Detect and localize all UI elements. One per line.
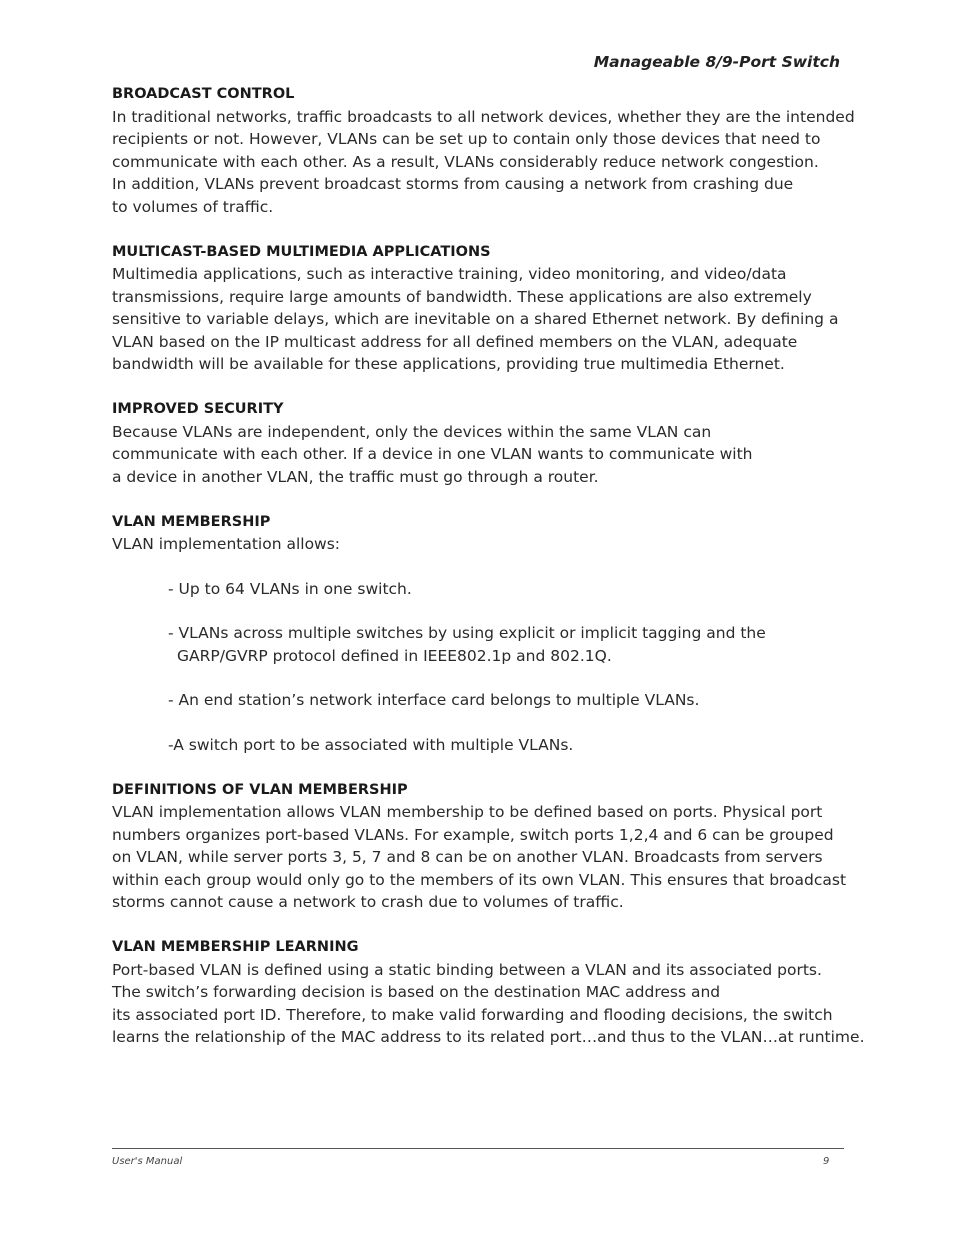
list-item-text: - Up to 64 VLANs in one switch. <box>168 579 412 598</box>
paragraph-line: sensitive to variable delays, which are inevitable on a shared Ethernet network. By defining a <box>112 310 839 328</box>
section-improved-security <box>112 398 872 488</box>
paragraph-line: VLAN based on the IP multicast address for all defined members on the VLAN, adequate <box>112 332 798 351</box>
section-vlan-membership <box>112 511 872 757</box>
section-vlan-membership-learning <box>112 936 872 1049</box>
paragraph-line: bandwidth will be available for these applications, providing true multimedia Ethernet. <box>112 355 785 373</box>
paragraph-line: numbers organizes port-based VLANs. For example, switch ports 1,2,4 and 6 can be grouped <box>112 825 834 844</box>
section-heading: BROADCAST CONTROL <box>112 86 295 102</box>
section-heading: IMPROVED SECURITY <box>112 401 284 417</box>
paragraph-line: VLAN implementation allows VLAN membership to be defined based on ports. Physical port <box>112 803 823 821</box>
paragraph-line: Because VLANs are independent, only the devices within the same VLAN can <box>112 422 712 441</box>
page-content <box>112 83 872 1071</box>
list-item <box>168 578 872 601</box>
paragraph-line: a device in another VLAN, the traffic must go through a router. <box>112 467 599 486</box>
paragraph-line: Multimedia applications, such as interactive training, video monitoring, and video/data <box>112 265 787 283</box>
paragraph-line: VLAN implementation allows: <box>112 535 341 553</box>
paragraph-line: The switch’s forwarding decision is based on the destination MAC address and <box>112 983 721 1001</box>
footer-divider <box>112 1148 844 1149</box>
section-definitions-vlan-membership <box>112 779 872 914</box>
list-item <box>168 689 872 712</box>
paragraph-line: to volumes of traffic. <box>112 197 274 216</box>
list-item-text: -A switch port to be associated with multiple VLANs. <box>168 735 574 754</box>
paragraph-line: within each group would only go to the members of its own VLAN. This ensures that broadcast <box>112 870 847 889</box>
section-broadcast-control <box>112 83 872 218</box>
paragraph-line: its associated port ID. Therefore, to make valid forwarding and flooding decisions, the switch <box>112 1005 833 1024</box>
paragraph-line: storms cannot cause a network to crash due to volumes of traffic. <box>112 893 624 911</box>
list-item <box>168 622 872 667</box>
section-heading: MULTICAST-BASED MULTIMEDIA APPLICATIONS <box>112 243 491 260</box>
footer-manual-label: User's Manual <box>112 1156 183 1167</box>
footer-page-number: 9 <box>823 1156 830 1167</box>
paragraph-line: transmissions, require large amounts of bandwidth. These applications are also extremely <box>112 287 812 306</box>
list-item <box>168 734 872 757</box>
list-item-continuation: GARP/GVRP protocol defined in IEEE802.1p and 802.1Q. <box>177 646 612 665</box>
section-heading: VLAN MEMBERSHIP LEARNING <box>112 939 359 955</box>
paragraph-line: Port-based VLAN is defined using a static binding between a VLAN and its associated ports. <box>112 960 822 979</box>
section-heading: DEFINITIONS OF VLAN MEMBERSHIP <box>112 781 408 798</box>
paragraph-line: In addition, VLANs prevent broadcast storms from causing a network from crashing due <box>112 175 794 193</box>
section-heading: VLAN MEMBERSHIP <box>112 513 271 530</box>
membership-list <box>168 578 872 757</box>
paragraph-line: In traditional networks, traffic broadcasts to all network devices, whether they are the intended <box>112 107 855 126</box>
running-header-title: Manageable 8/9-Port Switch <box>593 53 840 71</box>
paragraph-line: recipients or not. However, VLANs can be set up to contain only those devices that need to <box>112 130 821 148</box>
paragraph-line: communicate with each other. If a device in one VLAN wants to communicate with <box>112 445 753 463</box>
section-multicast-applications <box>112 241 872 376</box>
paragraph-line: learns the relationship of the MAC address to its related port…and thus to the VLAN…at runtime. <box>112 1028 865 1046</box>
list-item-text: - VLANs across multiple switches by using explicit or implicit tagging and the <box>168 624 766 642</box>
paragraph-line: communicate with each other. As a result, VLANs considerably reduce network congestion. <box>112 152 819 171</box>
paragraph-line: on VLAN, while server ports 3, 5, 7 and 8 can be on another VLAN. Broadcasts from servers <box>112 848 823 866</box>
list-item-text: - An end station’s network interface card belongs to multiple VLANs. <box>168 691 700 709</box>
